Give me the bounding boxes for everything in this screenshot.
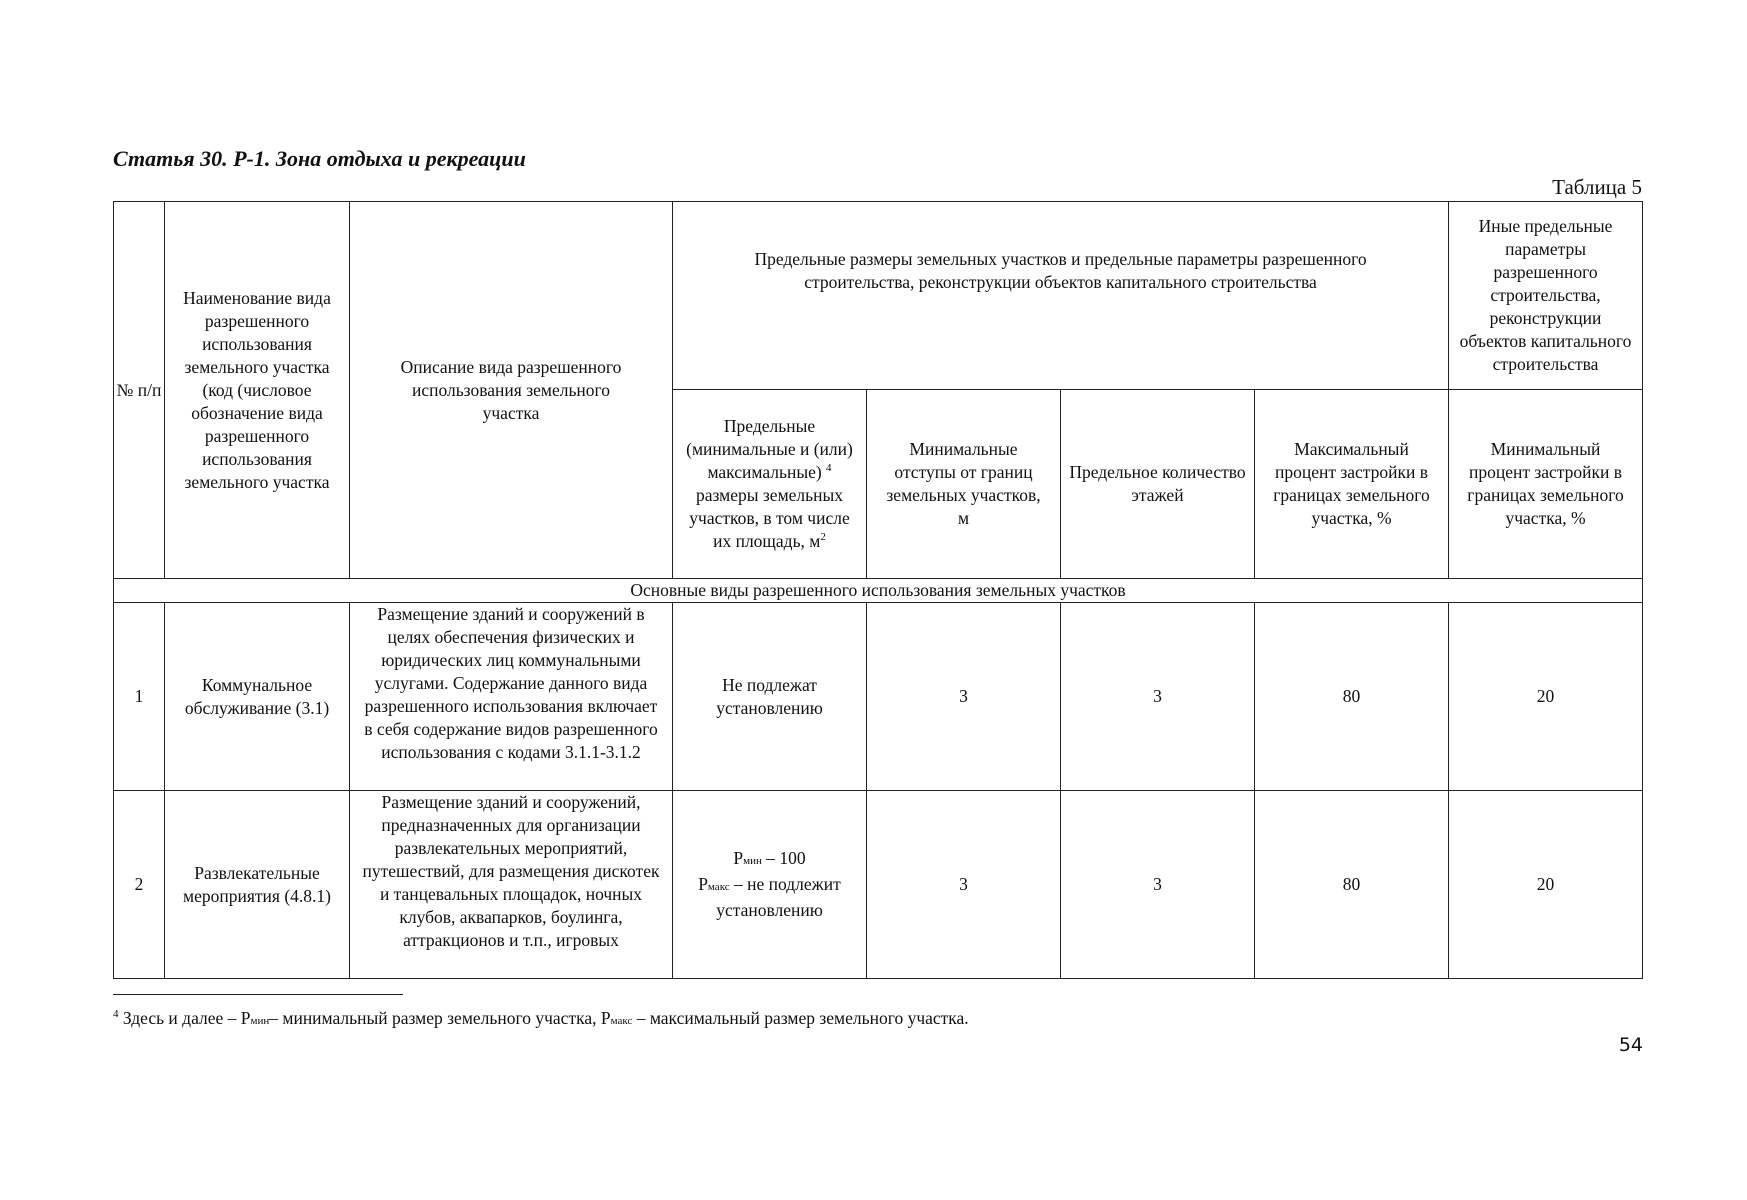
- unit-superscript: 2: [820, 531, 826, 544]
- table-row: [114, 603, 1643, 791]
- row-name: Коммунальное обслуживание (3.1): [165, 603, 350, 791]
- plot-size-max: Рмакс – не подлежит установлению: [698, 874, 841, 920]
- row-max-coverage: 80: [1255, 603, 1449, 791]
- header-floors: Предельное количество этажей: [1061, 390, 1255, 579]
- footnote: $^4$ Здесь и далее – Рмин– минимальный размер земельного участка, Рмакс – максимальный размер земельного участка.: [113, 1008, 969, 1028]
- row-plot-size: Не подлежат установлению: [673, 603, 867, 791]
- row-max-coverage: 80: [1255, 791, 1449, 979]
- page-number: 54: [1618, 1034, 1643, 1056]
- header-min-coverage: Минимальный процент застройки в границах земельного участка, %: [1449, 390, 1643, 579]
- header-setbacks: Минимальные отступы от границ земельных участков, м: [867, 390, 1061, 579]
- row-floors: 3: [1061, 791, 1255, 979]
- header-plot-size-rest: размеры земельных участков, в том числе их площадь, м: [689, 485, 850, 551]
- row-num: 1: [114, 603, 165, 791]
- header-plot-size: [673, 390, 867, 579]
- row-min-coverage: 20: [1449, 603, 1643, 791]
- article-title: Статья 30. Р-1. Зона отдыха и рекреации: [113, 146, 526, 171]
- row-num: 2: [114, 791, 165, 979]
- row-description: Размещение зданий и сооружений в целях обеспечения физических и юридических лиц коммунальными услугами. Содержание данного вида разрешенного использования включает в себя содержание видов разрешенного использования с кодами 3.1.1-3.1.2: [350, 603, 673, 791]
- row-description: Размещение зданий и сооружений, предназначенных для организации развлекательных мероприятий, путешествий, для размещения дискотек и танцевальных площадок, ночных клубов, аквапарков, боулинга, аттракционов и т.п., игровых: [350, 791, 673, 979]
- section-title: Основные виды разрешенного использования земельных участков: [114, 579, 1643, 603]
- row-floors: 3: [1061, 603, 1255, 791]
- zoning-table: [113, 201, 1643, 979]
- header-plot-size-label: Предельные (минимальные и (или) максимальные): [686, 416, 853, 482]
- header-name: Наименование вида разрешенного использования земельного участка (код (числовое обозначение вида разрешенного использования земельного участка: [165, 202, 350, 579]
- row-name: Развлекательные мероприятия (4.8.1): [165, 791, 350, 979]
- header-description: Описание вида разрешенного использования земельного участка: [350, 202, 673, 579]
- row-min-coverage: 20: [1449, 791, 1643, 979]
- header-num: № п/п: [114, 202, 165, 579]
- row-plot-size: [673, 791, 867, 979]
- table-row: [114, 791, 1643, 979]
- footnote-ref: 4: [826, 462, 832, 475]
- plot-size-min: Рмин – 100: [733, 848, 806, 868]
- header-max-coverage: Максимальный процент застройки в границах земельного участка, %: [1255, 390, 1449, 579]
- header-limits-group: Предельные размеры земельных участков и предельные параметры разрешенного строительства, реконструкции объектов капитального строительства: [673, 202, 1449, 390]
- row-setbacks: 3: [867, 791, 1061, 979]
- footnote-divider: [113, 994, 403, 995]
- row-setbacks: 3: [867, 603, 1061, 791]
- table-label: Таблица 5: [1552, 175, 1642, 199]
- header-other-group: Иные предельные параметры разрешенного строительства, реконструкции объектов капитального строительства: [1449, 202, 1643, 390]
